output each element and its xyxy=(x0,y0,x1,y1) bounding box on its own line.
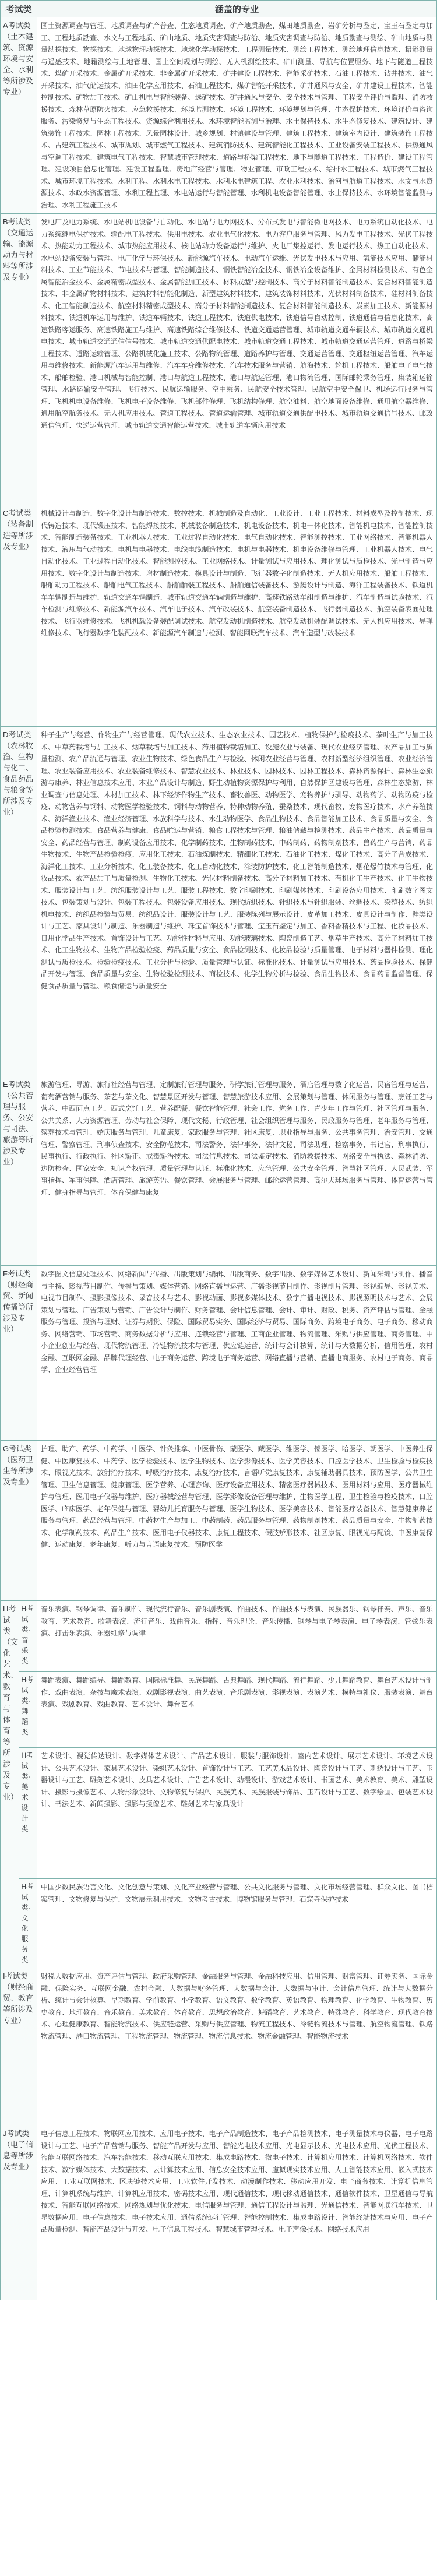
category-cell: I考试类（财经商贸、教育等所涉及专业） xyxy=(1,1968,37,2125)
table-row xyxy=(1,727,437,1076)
table-row xyxy=(1,1968,437,2125)
table-row xyxy=(1,2125,437,2300)
majors-cell: 数字图文信息处理技术、网络新闻与传播、出版策划与编辑、出版商务、数字出版、数字媒体艺术设计、新闻采编与制作、播音与主持、影视节目制作、传播与策划、媒体营销、网络直播与运营、广播影视节目制作、影视制片管理、影视编导、影视美术、电视节目制作、摄影摄像技术、录音技术与艺术、影视动画、影视多媒体技术、数字广播电视技术、影视照明技术与艺术、会展策划与管理、广告策划与营销、广告设计与制作、财务管理、会计信息管理、会计、审计、财政、税务、资产评估与管理、金融服务与管理、投资与理财、证券与期货、保险、国际贸易实务、国际经济与贸易、国际商务、跨境电子商务、电子商务、移动商务、网络营销、市场营销、商务数据分析与应用、连锁经营与管理、工商企业管理、物流管理、采购与供应管理、商务管理、中小企业创业与经营、现代物流管理、冷链物流技术与管理、供应链运营、统计与会计核算、统计与大数据分析、信用管理、农村金融、互联网金融、品牌代理经营、电子商务运营、跨境电子商务运营、网络直播与营销、直播电商服务、农村电子商务、商品学、企业经营管理 xyxy=(37,1266,437,1441)
category-cell: G考试类（医药卫生等所涉及专业） xyxy=(1,1441,37,1601)
majors-cell: 发电厂及电力系统、水电站机电设备与自动化、水电站与电力网技术、分布式发电与智能微电网技术、电力系统自动化技术、电力系统继电保护技术、输配电工程技术、供用电技术、农业电气化技术、电力客户服务与管理、风力发电工程技术、光伏工程技术、热能动力工程技术、城市热能应用技术、核电站动力设备运行与维护、火电厂集控运行、发电运行技术、热工自动化技术、水电站设备安装与管理、电厂化学与环保技术、新能源汽车技术、电动汽车运维、光伏发电技术与应用、氢能技术应用、储能材料技术、工业节能技术、节电技术与管理、智能制造技术、钢铁智能冶金技术、钢铁冶金设备维护、金属材料检测技术、有色金属智能冶金技术、金属精密成型技术、金属智能加工技术、材料成型与控制技术、高分子材料智能制造技术、复合材料智能制造技术、非金属矿物材料技术、建筑材料智能化制造、新型建筑材料技术、建筑装饰材料技术、光伏材料制备技术、硅材料制备技术、化工智能制造技术、航空材料精密成型技术、高分子材料智能制造技术、复合材料智能制造技术、炭素加工技术、新能源材料技术、铁道机车运用与维护、铁道车辆技术、铁道工程技术、铁道供电技术、铁道信号自动控制、铁道通信与信息化技术、高速铁路客运服务、高速铁路施工与维护、高速铁路综合维修技术、铁道交通运营管理、城市轨道交通车辆技术、城市轨道交通机电技术、城市轨道交通通信信号技术、城市轨道交通供配电技术、城市轨道交通工程技术、城市轨道交通运营管理、道路与桥梁工程技术、道路运输管理、公路机械化施工技术、公路物流管理、道路养护与管理、交通运营管理、交通枢纽运营管理、汽车运用与维修技术、新能源汽车运用与维修、汽车车身维修技术、汽车技术服务与营销、航海技术、轮机工程技术、船舶电子电气技术、船舶检验、港口机械与智能控制、港口与航道工程技术、港口与航运管理、港口物流管理、国际邮轮乘务管理、集装箱运输管理、水路运输安全管理、飞行技术、民航运输服务、空中乘务、民航安全技术管理、民航空中安全保卫、机场运行服务与管理、飞机机电设备维修、飞机电子设备维修、飞机部件修理、飞机结构修理、航空油料、航空地面设备维修、通用航空器维修、通用航空航务技术、无人机应用技术、管道工程技术、管道运输管理、城市轨道交通供配电技术、城市轨道交通信号技术、邮政通信管理、快递运营管理、城市轨道交通智能运营技术、城市轨道车辆应用技术 xyxy=(37,214,437,505)
subcategory-cell: H考试类-文化服务类 xyxy=(19,1879,37,1968)
majors-cell: 旅游管理、导游、旅行社经营与管理、定制旅行管理与服务、研学旅行管理与服务、酒店管理与数字化运营、民宿管理与运营、葡萄酒营销与服务、茶艺与茶文化、智慧景区开发与管理、智慧旅游技术应用、会展策划与管理、休闲服务与管理、烹饪工艺与营养、中西面点工艺、西式烹饪工艺、营养配餐、餐饮智能管理、社会工作、党务工作、青少年工作与管理、社区管理与服务、公共关系、人力资源管理、劳动与社会保障、现代文秘、行政管理、社会组织管理与服务、民政服务与管理、老年服务与管理、殡葬技术与管理、婚庆服务与管理、儿童康复、家政服务与管理、社区康复、职业指导与服务、公共事务管理、治安管理、交通管理、警察管理、刑事侦查技术、安全防范技术、司法警务、法律事务、法律文秘、司法助理、检察事务、书记官、刑事执行、民事执行、行政执行、社区矫正、戒毒矫治技术、司法信息技术、司法鉴定技术、消防救援技术、网络安全与执法、森林消防、边防检查、国家安全、知识产权管理、质量管理与认证、标准化技术、应急管理、公共安全管理、智慧社区管理、人民武装、军事指挥、军事保障、酒店管理、旅游英语、餐饮管理、会展服务与管理、邮轮运营管理、高尔夫球场服务与管理、体育运营与管理、健身指导与管理、体育保健与康复 xyxy=(37,1076,437,1266)
category-cell: H考试类（文化艺术、教育与体育等所涉及专业） xyxy=(1,1601,19,1968)
majors-cell: 机械设计与制造、数字化设计与制造技术、数控技术、机械制造及自动化、工业设计、工业工程技术、材料成型及控制技术、现代铸造技术、现代锻压技术、智能焊接技术、机械装备制造技术、机电设备技术、机电一体化技术、智能机电技术、智能控制技术、智能制造装备技术、工业机器人技术、工业过程自动化技术、电气自动化技术、智能测控技术、工业网络技术、智能机器人技术、液压与气动技术、电机与电器技术、电线电缆制造技术、电机与电器技术、机电设备维修与管理、工业机器人技术、电气自动化技术、工业过程自动化技术、智能测控技术、工业网络技术、计量测试与应用技术、理化测试与质检技术、光电制造与应用技术、数字化设计与制造技术、增材制造技术、模具设计与制造、飞行器数字化制造技术、无人机应用技术、船舶工程技术、船舶动力工程技术、船舶电气工程技术、船舶舾装工程技术、船舶通信装备技术、游艇设计与制造、海洋工程装备技术、铁道机车车辆制造与维护、轨道交通车辆制造、城市轨道交通车辆制造与维护、高速铁路动车组制造与维护、汽车制造与试验技术、汽车检测与维修技术、新能源汽车技术、汽车电子技术、汽车改装技术、航空装备制造技术、飞行器制造技术、航空装备表面处理技术、飞行器维修技术、飞机机载设备装配调试技术、航空发动机制造技术、航空发动机装配调试技术、无人机应用技术、导弹维修技术、飞行器数字化装配技术、新能源汽车制造与检测、智能网联汽车技术、汽车造型与改装技术 xyxy=(37,505,437,727)
table-row xyxy=(1,1266,437,1441)
category-cell: J考试类（电子信息等所涉及专业） xyxy=(1,2125,37,2300)
subcategory-cell: H考试类-舞蹈类 xyxy=(19,1672,37,1748)
majors-cell: 种子生产与经营、作物生产与经营管理、现代农业技术、生态农业技术、园艺技术、植物保护与检疫技术、茶叶生产与加工技术、中草药栽培与加工技术、烟草栽培与加工技术、药用植物栽培加工、设施农业与装备、现代农业经济管理、农产品加工与质量检测、农产品流通与管理、农业生物技术、绿色食品生产与检验、休闲农业经营与管理、农村新型经济组织管理、农业经济管理、农业装备应用技术、农业装备维修技术、智慧农业技术、林业技术、园林技术、园林工程技术、森林资源保护、森林生态旅游与康养、林业信息技术应用、木业产品设计与制造、野生动植物资源保护与利用、自然保护区建设与管理、森林生态旅游、林业调查与信息处理、木材加工技术、林下经济作物生产技术、畜牧兽医、动物医学、宠物养护与驯导、动物药学、动物防疫与检疫、动物营养与饲料、动物医学检验技术、饲料与动物营养、特种动物养殖、蚕桑技术、现代畜牧、宠物医疗技术、水产养殖技术、海洋渔业技术、渔业经济管理、水族科学与技术、水生动物医学、食品生物技术、食品智能加工技术、食品质量与安全、食品检验检测技术、食品营养与健康、食品贮运与营销、粮食工程技术与管理、粮油储藏与检测技术、药品生产技术、药品质量与安全、药品经营与管理、制药设备应用技术、化学制药技术、生物制药技术、中药制药、药物制剂技术、兽药生产与营销、药品生物技术、生物产品检验检疫、应用化工技术、石油炼制技术、精细化工技术、石油化工技术、煤化工技术、高分子合成技术、海洋化工技术、工业分析技术、化工装备技术、化工自动化技术、涂装防护技术、化工智能制造技术、烟花爆竹技术与管理、化妆品技术、农产品加工与质量检测、生物化工技术、光伏材料制备技术、高分子材料加工技术、有机化工生产技术、化工生物技术、服装设计与工艺、纺织服装设计与工艺、服装工程技术、数字印刷技术、印刷媒体技术、印刷设备应用技术、印刷数字图文技术、包装策划与设计、包装工程技术、包装设备应用技术、现代纺织技术、针织技术与针织服装、丝绸技术、染整技术、纺织机电技术、纺织品检验与贸易、纺织品设计、服装设计与工艺、服装陈列与展示设计、皮革加工技术、皮具设计与制作、鞋类设计与工艺、家具设计与制造、乐器制造与维护、珠宝首饰技术与管理、宝玉石鉴定与加工、香料香精技术与工程、化妆品技术、日用化学品生产技术、首饰设计与工艺、功能性材料与应用、功能玻璃技术、陶瓷制造工艺、烟草生产技术、高分子材料加工技术、化工生物技术、生物产品检验检疫、药品质量与安全、食品检测技术、化妆品检验与质量管理、电子材料与器件检测、理化测试与质检技术、检验检疫技术、工业分析与检验、质量管理与认证、标准化技术、计量测试与应用技术、药品检验技术、保健品开发与管理、食品质量与安全、生物检验检测技术、商检技术、化学生物分析与检验、食品生物技术、食品药品监督管理、保健食品质量与管理、粮食储运与质量安全 xyxy=(37,727,437,1076)
table-row xyxy=(1,1672,437,1748)
majors-cell: 艺术设计、视觉传达设计、数字媒体艺术设计、产品艺术设计、服装与服饰设计、室内艺术设计、展示艺术设计、环境艺术设计、公共艺术设计、家具艺术设计、染织艺术设计、首饰设计与工艺、工艺美术品设计、陶瓷设计与工艺、刺绣设计与工艺、玉器设计与工艺、雕刻艺术设计、皮具艺术设计、广告艺术设计、动漫设计、游戏艺术设计、书画艺术、美术教育、美术、雕塑设计、摄影与摄像艺术、人物形象设计、文物修复与保护、民族美术、民族服装与饰品、玉石设计与工艺、数字绘画、包装艺术设计、书法艺术、新闻摄影、摄影与摄像艺术、雕刻艺术与家具设计 xyxy=(37,1748,437,1879)
category-cell: B考试类（交通运输、能源动力与材料等所涉及专业） xyxy=(1,214,37,505)
subcategory-cell: H考试类-美术设计类 xyxy=(19,1748,37,1879)
majors-header: 涵盖的专业 xyxy=(37,1,437,17)
table-row xyxy=(1,1601,437,1672)
category-cell: E考试类（公共管理与服务、公安与司法、旅游等所涉及专业） xyxy=(1,1076,37,1266)
header-row xyxy=(1,1,437,17)
table-row xyxy=(1,1076,437,1266)
majors-cell: 音乐表演、钢琴调律、音乐制作、现代流行音乐、音乐剧表演、作曲技术、作曲技术与表演、民族器乐、钢琴伴奏、声乐、音乐教育、艺术教育、歌舞表演、流行音乐、戏曲音乐、指挥、音乐理论、音乐传播、钢琴与电子琴表演、电子琴表演、管弦乐表演、打击乐表演、乐器维修与调律 xyxy=(37,1601,437,1672)
majors-cell: 护理、助产、药学、中药学、中医学、针灸推拿、中医骨伤、蒙医学、藏医学、维医学、傣医学、哈医学、朝医学、中医养生保健、中医康复技术、中药学、医学检验技术、医学生物技术、医学影像技术、医学美容技术、口腔医学技术、卫生检验与检疫技术、眼视光技术、放射治疗技术、呼吸治疗技术、康复治疗技术、言语听觉康复技术、康复辅助器具技术、预防医学、公共卫生管理、卫生信息管理、健康管理、医学营养、心理咨询、医疗设备应用技术、精密医疗器械技术、医用材料与应用、医疗器械维护与管理、医用电子仪器与维护、医疗器械经营与管理、医学影像设备管理与维护、生物医学工程、卫生检验与检疫技术、口腔医学、临床医学、老年保健与管理、婴幼儿托育服务与管理、医学生物技术、医学美容技术、智能医疗装备技术、智慧健康养老服务与管理、药品经营与管理、中药材生产与加工、中药制药、药品服务与管理、药物制剂技术、药品质量与安全、生物制药技术、化学制药技术、药品生产技术、医用电子仪器技术、康复工程技术、假肢矫形技术、社区康复、眼视光与配镜、中医康复保健、运动康复、老年康复、听力与言语康复技术、预防医学 xyxy=(37,1441,437,1601)
table-row xyxy=(1,1441,437,1601)
category-header: 考试类 xyxy=(1,1,37,17)
majors-cell: 电子信息工程技术、物联网应用技术、应用电子技术、电子产品制造技术、电子产品检测技术、电子测量技术与仪器、电子电路设计与工艺、电子产品营销与服务、智能产品开发与应用、智能光电技术应用、光电显示技术、光电技术应用、光伏工程技术、智能互联网络技术、汽车智能技术、移动互联应用技术、集成电路技术、微电子技术、计算机应用技术、计算机网络技术、软件技术、数字媒体技术、大数据技术、云计算技术应用、信息安全技术应用、虚拟现实技术应用、人工智能技术应用、嵌入式技术应用、工业互联网技术、区块链技术应用、工业软件开发技术、动漫制作技术、移动应用开发、电子商务技术、计算机信息管理、计算机系统与维护、计算机应用技术、密码技术应用、现代通信技术、现代移动通信技术、通信软件技术、卫星通信与导航技术、智能互联网络技术、网络规划与优化技术、电信服务与管理、通信工程设计与监理、光通信技术、智能网联汽车技术、卫星数据应用、电子信息技术、电子技术应用、通信系统运行管理、智能控制技术、集成电路设计、智能终端技术与应用、电子产品质量检测、智能产品设计与开发、电子信息工程技术、智慧城市管理技术、电子声像技术、网络技术应用 xyxy=(37,2125,437,2300)
majors-cell: 舞蹈表演、舞蹈编导、舞蹈教育、国际标准舞、民族舞蹈、古典舞蹈、现代舞蹈、流行舞蹈、少儿舞蹈教育、舞台艺术设计与制作、戏曲表演、杂技与魔术表演、戏剧影视表演、曲艺表演、音乐剧表演、影视表演、表演艺术、模特与礼仪、服装表演、舞台表演、戏剧教育、戏曲教育、艺术设计、舞台艺术 xyxy=(37,1672,437,1748)
category-cell: C考试类（装备制造等所涉及专业） xyxy=(1,505,37,727)
majors-cell: 中国少数民族语言文化、文化创意与策划、文化产业经营与管理、公共文化服务与管理、文化市场经营管理、群众文化、图书档案管理、文物修复与保护、文物展示利用技术、文物考古技术、博物馆服务与管理、石窟寺保护技术 xyxy=(37,1879,437,1968)
table-row xyxy=(1,505,437,727)
table-row xyxy=(1,1879,437,1968)
majors-cell: 国土资源调查与管理、地质调查与矿产普查、生态地质调查、矿产地质勘查、煤田地质勘查、岩矿分析与鉴定、宝玉石鉴定与加工、工程地质勘查、水文与工程地质、矿山地质、地质灾害调查与防治、地质灾害调查与防治、地质勘查与测绘、矿山地质与测量勘探技术、物探技术、地球物理勘探技术、地球化学勘探技术、工程测量技术、测绘工程技术、测绘地理信息技术、摄影测量与遥感技术、地籍测绘与土地管理、国土空间规划与测绘、无人机测绘技术、矿山测量、导航与位置服务、地下与隧道工程技术、煤矿开采技术、金属矿开采技术、非金属矿开采技术、矿井建设工程技术、智能采矿技术、石油工程技术、钻井技术、油气开采技术、油气储运技术、油田化学应用技术、石油工程技术、煤矿智能开采技术、矿井通风与安全、矿井建设工程技术、智能控制技术、矿物加工技术、矿山机电与智能装备、选矿技术、矿井通风与安全、安全技术与管理、工程安全评价与监理、消防救援技术、森林草原防火技术、应急救援技术、环境监测技术、环境工程技术、环境规划与管理、生态保护技术、环境评价与咨询服务、污染修复与生态工程技术、资源综合利用技术、水环境智能监测与治理、水土保持技术、水生态修复技术、建筑设计、建筑装饰工程技术、园林工程技术、风景园林设计、城乡规划、村镇建设与管理、建筑工程技术、建筑室内设计、建筑装饰工程技术、古建筑工程技术、城市规划、城市燃气工程技术、建筑消防技术、建筑智能化工程技术、工业设备安装工程技术、供热通风与空调工程技术、建筑电气工程技术、智慧城市管理技术、道路与桥梁工程技术、地下与隧道工程技术、工程造价、建设工程管理、建设项目信息化管理、建设工程监理、房地产经营与管理、物业管理、市政工程技术、给排水工程技术、城市燃气工程技术、城市环境工程技术、水利工程、水利水电工程技术、水利水电建筑工程、农业水利技术、治河与航道工程技术、水文与水资源技术、水政水资源管理、水利工程监理、水电站运行与智能管理、水利机电设备智能管理、水土保持技术、水环境智能监测与治理、水利工程施工技术 xyxy=(37,17,437,214)
category-cell: A考试类（土木建筑、资源环境与安全、水利等所涉及专业） xyxy=(1,17,37,214)
category-cell: F考试类（财经商贸、新闻传播等所涉及专业） xyxy=(1,1266,37,1441)
table-row xyxy=(1,1748,437,1879)
table-row xyxy=(1,17,437,214)
table-row xyxy=(1,214,437,505)
category-cell: D考试类（农林牧渔、生物与化工、食品药品与粮食等所涉及专业） xyxy=(1,727,37,1076)
subcategory-cell: H考试类-音乐类 xyxy=(19,1601,37,1672)
majors-cell: 财税大数据应用、资产评估与管理、政府采购管理、金融服务与管理、金融科技应用、信用管理、财富管理、证券实务、国际金融、保险实务、互联网金融、农村金融、大数据与财务管理、大数据与会计、大数据与审计、会计信息管理、统计与大数据分析、统计与会计核算、早期教育、学前教育、小学教育、语文教育、数学教育、英语教育、物理教育、化学教育、生物教育、历史教育、地理教育、音乐教育、美术教育、体育教育、思想政治教育、舞蹈教育、艺术教育、特殊教育、科学教育、现代教育技术、心理健康教育、智能物流技术、供应链运营、采购与供应管理、物流工程技术、冷链物流技术与管理、航空物流管理、铁路物流管理、港口物流管理、工程物流管理、物流管理、物流信息技术、物流金融管理、智能物流技术 xyxy=(37,1968,437,2125)
